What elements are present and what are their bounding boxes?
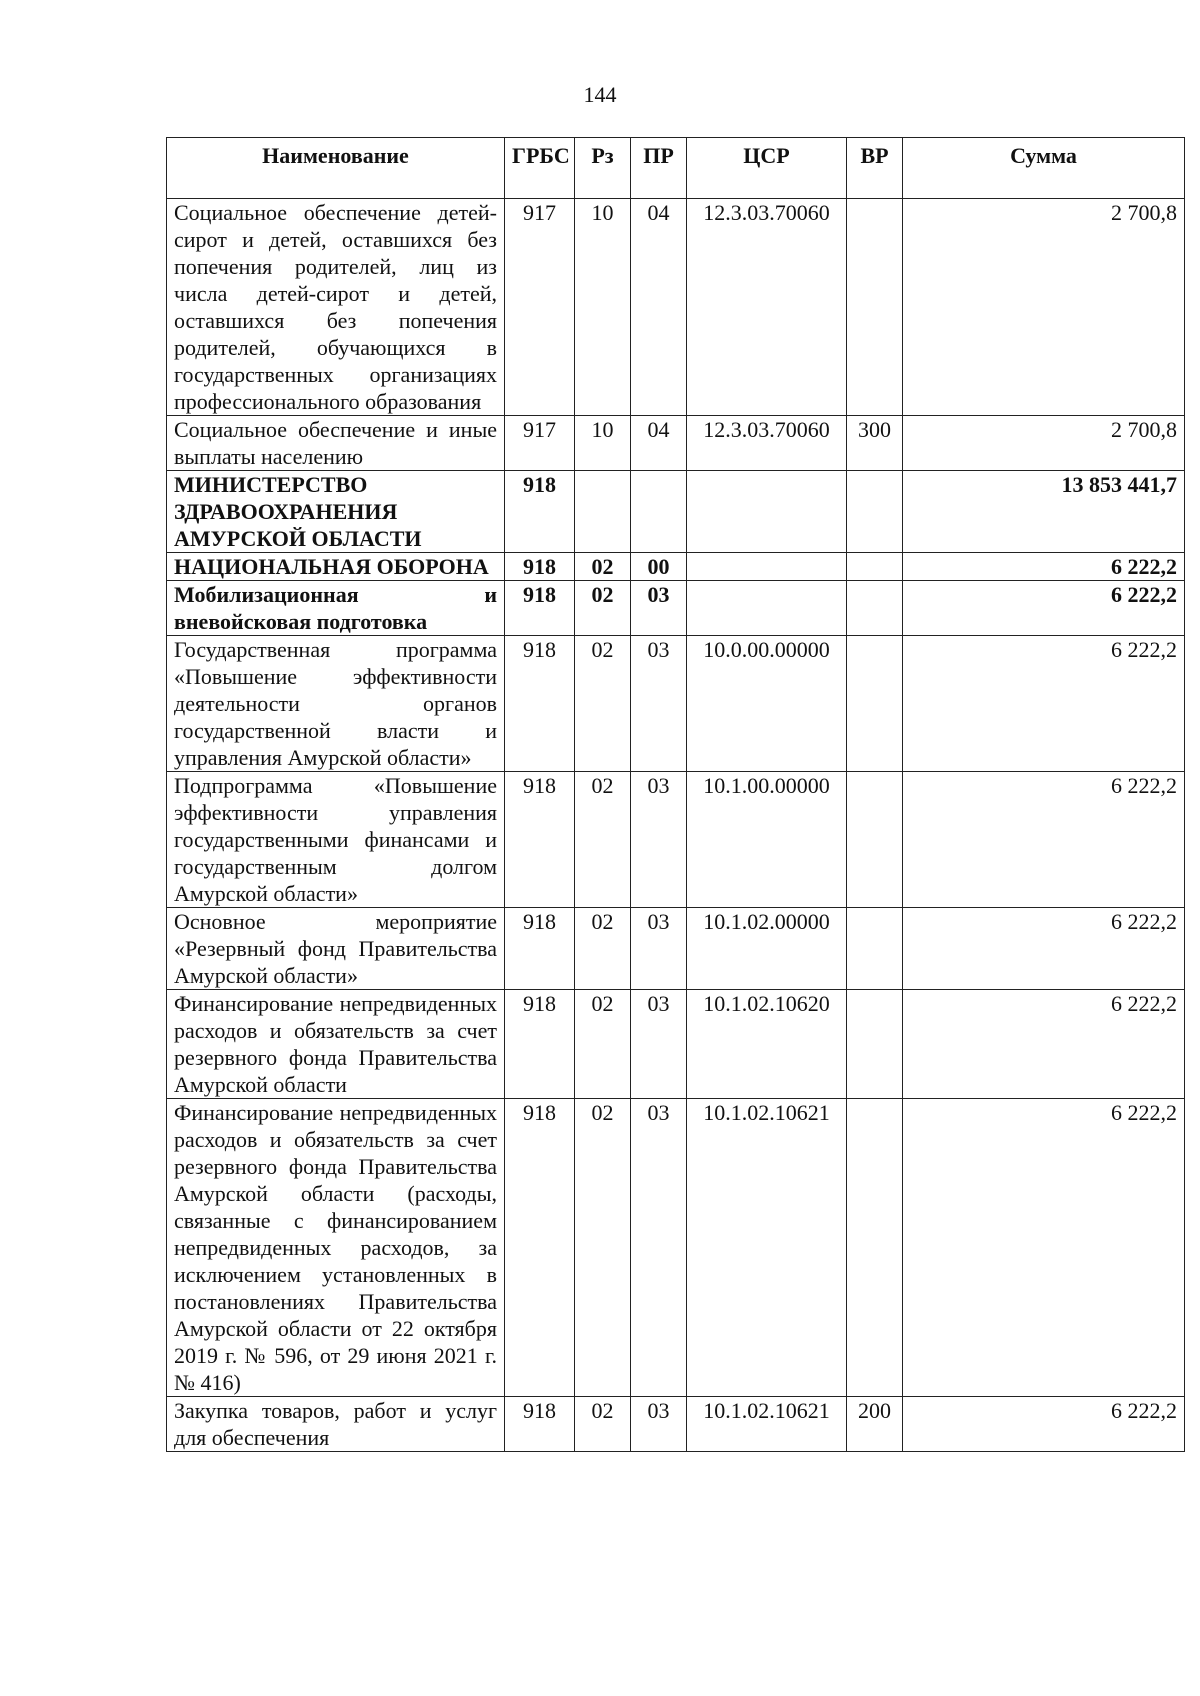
cell-grbs: 918 bbox=[505, 990, 575, 1099]
cell-pr: 03 bbox=[631, 1099, 687, 1397]
cell-vr bbox=[847, 471, 903, 553]
header-sum: Сумма bbox=[903, 138, 1185, 199]
cell-csr bbox=[687, 471, 847, 553]
cell-sum: 6 222,2 bbox=[903, 1099, 1185, 1397]
cell-rz: 02 bbox=[575, 908, 631, 990]
table-row bbox=[167, 553, 1185, 581]
cell-pr: 03 bbox=[631, 772, 687, 908]
cell-sum: 2 700,8 bbox=[903, 199, 1185, 416]
table-row bbox=[167, 581, 1185, 636]
cell-vr bbox=[847, 636, 903, 772]
header-name: Наименование bbox=[167, 138, 505, 199]
cell-vr bbox=[847, 199, 903, 416]
cell-grbs: 918 bbox=[505, 471, 575, 553]
table-row bbox=[167, 199, 1185, 416]
cell-name: МИНИСТЕРСТВО ЗДРАВООХРАНЕНИЯ АМУРСКОЙ ОБЛАСТИ bbox=[167, 471, 505, 553]
header-csr: ЦСР bbox=[687, 138, 847, 199]
cell-vr: 200 bbox=[847, 1397, 903, 1452]
cell-rz: 10 bbox=[575, 416, 631, 471]
cell-rz bbox=[575, 471, 631, 553]
cell-grbs: 918 bbox=[505, 553, 575, 581]
table-row bbox=[167, 1397, 1185, 1452]
cell-csr: 12.3.03.70060 bbox=[687, 199, 847, 416]
header-pr: ПР bbox=[631, 138, 687, 199]
cell-grbs: 918 bbox=[505, 581, 575, 636]
cell-grbs: 917 bbox=[505, 199, 575, 416]
cell-sum: 6 222,2 bbox=[903, 636, 1185, 772]
cell-csr: 10.1.02.10621 bbox=[687, 1397, 847, 1452]
cell-vr bbox=[847, 553, 903, 581]
cell-grbs: 918 bbox=[505, 1099, 575, 1397]
cell-csr bbox=[687, 553, 847, 581]
page-number: 144 bbox=[583, 82, 617, 107]
cell-pr: 03 bbox=[631, 1397, 687, 1452]
cell-sum: 6 222,2 bbox=[903, 772, 1185, 908]
cell-csr: 10.1.02.10621 bbox=[687, 1099, 847, 1397]
cell-name: Финансирование непредвиденных расходов и обязательств за счет резервного фонда Правительства Амурской области bbox=[167, 990, 505, 1099]
cell-vr bbox=[847, 1099, 903, 1397]
cell-name: Подпрограмма «Повышение эффективности управления государственными финансами и государственным долгом Амурской области» bbox=[167, 772, 505, 908]
cell-csr: 10.1.02.00000 bbox=[687, 908, 847, 990]
cell-rz: 02 bbox=[575, 1099, 631, 1397]
cell-pr: 03 bbox=[631, 908, 687, 990]
cell-name: Государственная программа «Повышение эффективности деятельности органов государственной власти и управления Амурской области» bbox=[167, 636, 505, 772]
cell-name: Социальное обеспечение детей-сирот и детей, оставшихся без попечения родителей, лиц из числа детей-сирот и детей, оставшихся без попечения родителей, обучающихся в государственных организациях профессионального образования bbox=[167, 199, 505, 416]
budget-table bbox=[166, 137, 1185, 1452]
cell-pr: 03 bbox=[631, 581, 687, 636]
cell-pr: 03 bbox=[631, 636, 687, 772]
cell-vr: 300 bbox=[847, 416, 903, 471]
table-row bbox=[167, 636, 1185, 772]
table-row bbox=[167, 990, 1185, 1099]
cell-grbs: 918 bbox=[505, 636, 575, 772]
cell-pr: 04 bbox=[631, 199, 687, 416]
cell-pr bbox=[631, 471, 687, 553]
table-body bbox=[167, 199, 1185, 1452]
cell-csr bbox=[687, 581, 847, 636]
cell-grbs: 918 bbox=[505, 1397, 575, 1452]
cell-rz: 02 bbox=[575, 553, 631, 581]
cell-name: Основное мероприятие «Резервный фонд Правительства Амурской области» bbox=[167, 908, 505, 990]
cell-pr: 00 bbox=[631, 553, 687, 581]
cell-sum: 6 222,2 bbox=[903, 553, 1185, 581]
cell-sum: 6 222,2 bbox=[903, 1397, 1185, 1452]
cell-name: НАЦИОНАЛЬНАЯ ОБОРОНА bbox=[167, 553, 505, 581]
cell-sum: 6 222,2 bbox=[903, 990, 1185, 1099]
cell-rz: 02 bbox=[575, 990, 631, 1099]
cell-vr bbox=[847, 990, 903, 1099]
cell-vr bbox=[847, 772, 903, 908]
table-row bbox=[167, 416, 1185, 471]
header-vr: ВР bbox=[847, 138, 903, 199]
cell-csr: 10.0.00.00000 bbox=[687, 636, 847, 772]
cell-grbs: 918 bbox=[505, 772, 575, 908]
header-grbs: ГРБС bbox=[505, 138, 575, 199]
table-row bbox=[167, 1099, 1185, 1397]
cell-csr: 10.1.02.10620 bbox=[687, 990, 847, 1099]
table-row bbox=[167, 772, 1185, 908]
table-row bbox=[167, 908, 1185, 990]
cell-vr bbox=[847, 581, 903, 636]
cell-name: Финансирование непредвиденных расходов и обязательств за счет резервного фонда Правительства Амурской области (расходы, связанные с финансированием непредвиденных расходов, за исключением установленных в постановлениях Правительства Амурской области от 22 октября 2019 г. № 596, от 29 июня 2021 г. № 416) bbox=[167, 1099, 505, 1397]
cell-grbs: 918 bbox=[505, 908, 575, 990]
cell-rz: 02 bbox=[575, 772, 631, 908]
header-rz: Рз bbox=[575, 138, 631, 199]
cell-csr: 10.1.00.00000 bbox=[687, 772, 847, 908]
cell-rz: 02 bbox=[575, 581, 631, 636]
cell-pr: 04 bbox=[631, 416, 687, 471]
cell-pr: 03 bbox=[631, 990, 687, 1099]
cell-rz: 02 bbox=[575, 636, 631, 772]
cell-sum: 13 853 441,7 bbox=[903, 471, 1185, 553]
cell-rz: 10 bbox=[575, 199, 631, 416]
cell-name: Мобилизационная и вневойсковая подготовка bbox=[167, 581, 505, 636]
cell-vr bbox=[847, 908, 903, 990]
cell-sum: 6 222,2 bbox=[903, 908, 1185, 990]
cell-name: Социальное обеспечение и иные выплаты населению bbox=[167, 416, 505, 471]
cell-sum: 2 700,8 bbox=[903, 416, 1185, 471]
cell-name: Закупка товаров, работ и услуг для обеспечения bbox=[167, 1397, 505, 1452]
table-row bbox=[167, 471, 1185, 553]
table-header-row bbox=[167, 138, 1185, 199]
cell-grbs: 917 bbox=[505, 416, 575, 471]
cell-rz: 02 bbox=[575, 1397, 631, 1452]
cell-csr: 12.3.03.70060 bbox=[687, 416, 847, 471]
cell-sum: 6 222,2 bbox=[903, 581, 1185, 636]
